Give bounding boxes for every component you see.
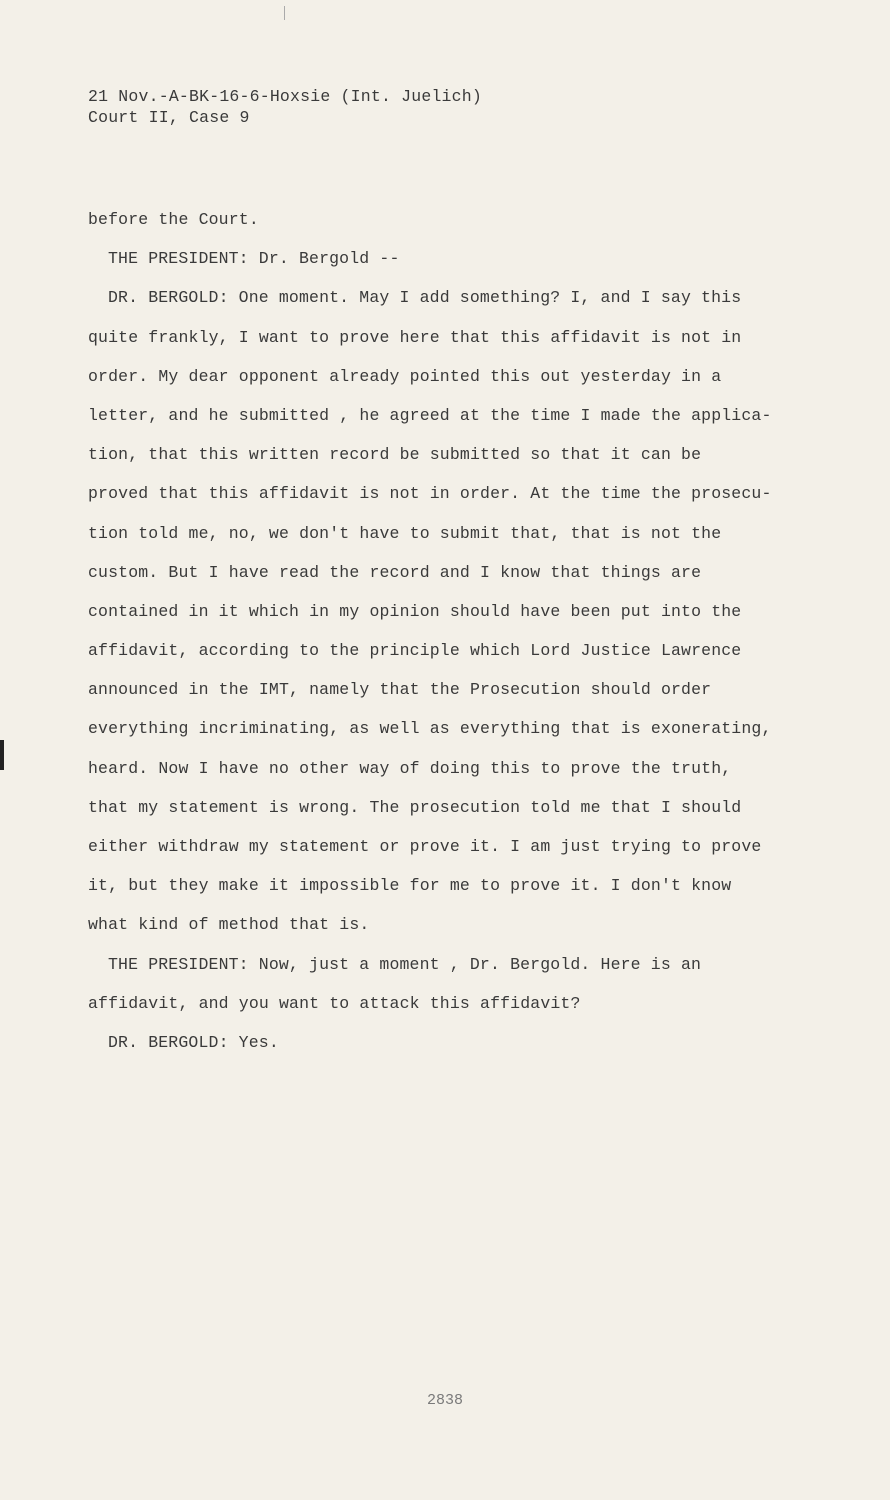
transcript-line: tion, that this written record be submitted so that it can be <box>88 445 702 465</box>
binding-mark <box>0 740 4 770</box>
transcript-line: before the Court. <box>88 210 259 229</box>
speaker-line: DR. BERGOLD: One moment. May I add something? I, and I say this <box>108 288 742 308</box>
transcript-line: that my statement is wrong. The prosecution told me that I should <box>88 797 742 817</box>
transcript-line: it, but they make it impossible for me to prove it. I don't know <box>88 876 732 896</box>
transcript-line: heard. Now I have no other way of doing this to prove the truth, <box>88 758 732 778</box>
transcript-line: affidavit, and you want to attack this affidavit? <box>88 993 581 1013</box>
transcript-line: what kind of method that is. <box>88 915 370 935</box>
document-header <box>88 86 482 128</box>
transcript-line: everything incriminating, as well as everything that is exonerating, <box>88 719 772 739</box>
transcript-line: affidavit, according to the principle which Lord Justice Lawrence <box>88 641 742 661</box>
transcript-line: contained in it which in my opinion should have been put into the <box>88 601 742 621</box>
speaker-line: THE PRESIDENT: Dr. Bergold -- <box>108 249 400 269</box>
transcript-line: letter, and he submitted , he agreed at the time I made the applica- <box>88 405 772 425</box>
speaker-line: DR. BERGOLD: Yes. <box>108 1032 279 1052</box>
transcript-line: order. My dear opponent already pointed this out yesterday in a <box>88 366 722 386</box>
transcript-body <box>88 200 772 1062</box>
transcript-line: quite frankly, I want to prove here that this affidavit is not in <box>88 327 742 347</box>
transcript-line: either withdraw my statement or prove it. I am just trying to prove <box>88 837 762 856</box>
header-court-line: Court II, Case 9 <box>88 108 250 127</box>
page-number: 2838 <box>426 1392 463 1409</box>
transcript-line: proved that this affidavit is not in order. At the time the prosecu- <box>88 484 772 504</box>
transcript-line: announced in the IMT, namely that the Prosecution should order <box>88 680 712 700</box>
transcript-line: tion told me, no, we don't have to submit that, that is not the <box>88 523 722 543</box>
transcript-line: custom. But I have read the record and I know that things are <box>88 562 702 582</box>
speaker-line: THE PRESIDENT: Now, just a moment , Dr. Bergold. Here is an <box>108 954 702 974</box>
header-reference-line: 21 Nov.-A-BK-16-6-Hoxsie (Int. Juelich) <box>88 87 482 106</box>
scan-mark <box>284 6 285 20</box>
